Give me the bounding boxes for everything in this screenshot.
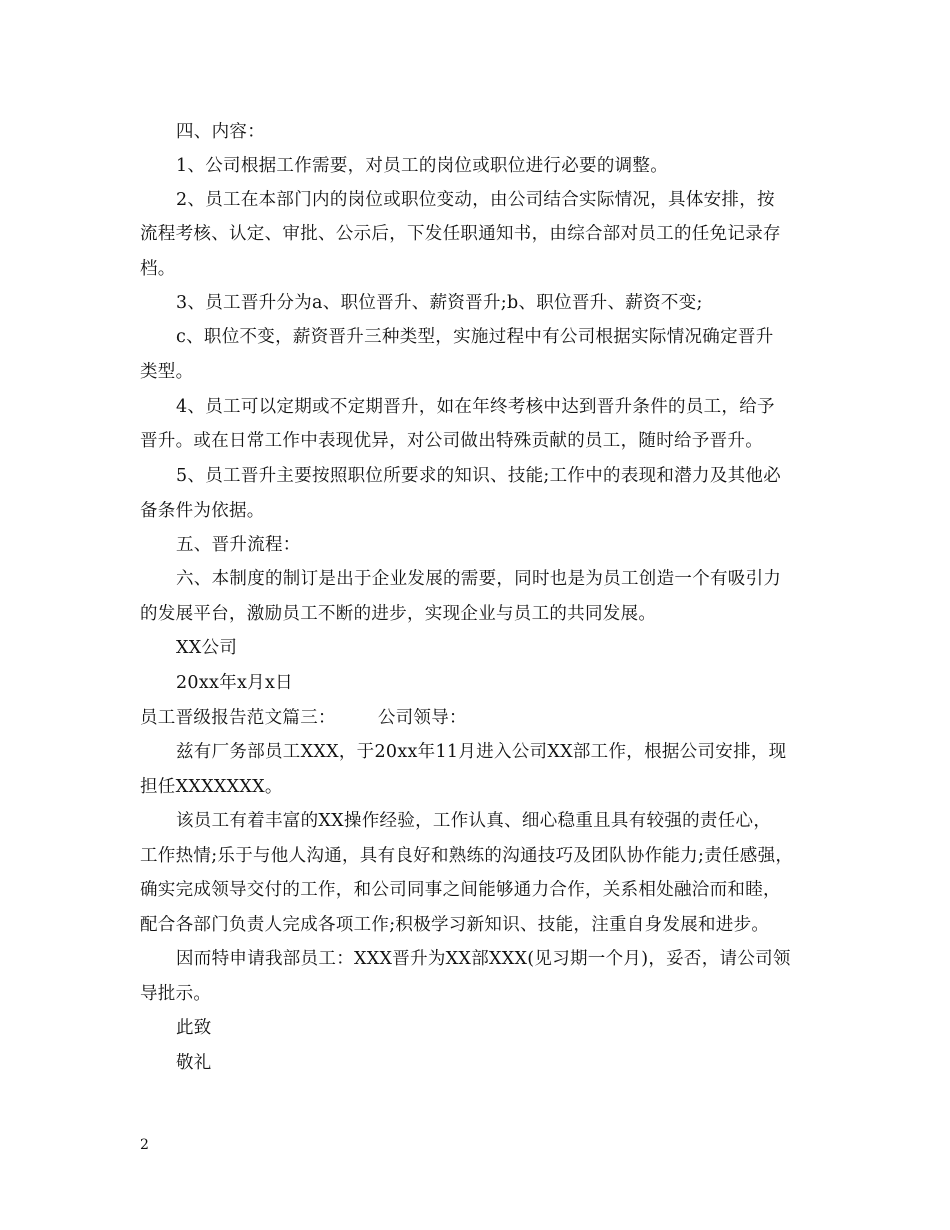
paragraph-line: 担任XXXXXXX。 xyxy=(140,777,283,797)
paragraph-line: 1、公司根据工作需要，对员工的岗位或职位进行必要的调整。 xyxy=(176,156,669,176)
section-heading-content: 四、内容： xyxy=(176,122,265,142)
paragraph-line: 5、员工晋升主要按照职位所要求的知识、技能;工作中的表现和潜力及其他必 xyxy=(176,466,782,486)
paragraph-line: 配合各部门负责人完成各项工作;积极学习新知识、技能，注重自身发展和进步。 xyxy=(140,915,770,935)
paragraph-line: 档。 xyxy=(140,259,176,279)
paragraph-line: c、职位不变，薪资晋升三种类型，实施过程中有公司根据实际情况确定晋升 xyxy=(176,327,774,347)
paragraph-line: 2、员工在本部门内的岗位或职位变动，由公司结合实际情况，具体安排，按 xyxy=(176,190,775,210)
page-number: 2 xyxy=(140,1137,149,1153)
paragraph-line: 类型。 xyxy=(140,362,194,382)
closing-line: 此致 xyxy=(176,1018,212,1038)
paragraph-line: 流程考核、认定、审批、公示后，下发任职通知书，由综合部对员工的任免记录存 xyxy=(140,224,781,244)
paragraph-line: 因而特申请我部员工：XXX晋升为XX部XXX(见习期一个月)，妥否，请公司领 xyxy=(176,949,791,969)
closing-line: 敬礼 xyxy=(176,1053,212,1073)
paragraph-line: 4、员工可以定期或不定期晋升，如在年终考核中达到晋升条件的员工，给予 xyxy=(176,397,775,417)
paragraph-line: 晋升。或在日常工作中表现优异，对公司做出特殊贡献的员工，随时给予晋升。 xyxy=(140,431,763,451)
section-heading-process: 五、晋升流程： xyxy=(176,535,301,555)
paragraph-line: 确实完成领导交付的工作，和公司同事之间能够通力合作，关系相处融洽而和睦， xyxy=(140,880,781,900)
paragraph-line: 的发展平台，激励员工不断的进步，实现企业与员工的共同发展。 xyxy=(140,604,657,624)
paragraph-line: 备条件为依据。 xyxy=(140,501,265,521)
paragraph-line: 工作热情;乐于与他人沟通，具有良好和熟练的沟通技巧及团队协作能力;责任感强， xyxy=(140,846,794,866)
company-signature: XX公司 xyxy=(176,638,238,658)
paragraph-line: 该员工有着丰富的XX操作经验，工作认真、细心稳重且具有较强的责任心， xyxy=(176,811,772,831)
paragraph-line: 3、员工晋升分为a、职位晋升、薪资晋升;b、职位晋升、薪资不变; xyxy=(176,293,703,313)
report-title: 员工晋级报告范文篇三： xyxy=(140,708,336,728)
date-line: 20xx年x月x日 xyxy=(176,673,293,693)
report-title-line xyxy=(140,707,467,729)
paragraph-line: 导批示。 xyxy=(140,984,212,1004)
salutation: 公司领导： xyxy=(377,708,467,728)
paragraph-line: 六、本制度的制订是出于企业发展的需要，同时也是为员工创造一个有吸引力 xyxy=(176,569,782,589)
paragraph-line: 兹有厂务部员工XXX，于20xx年11月进入公司XX部工作，根据公司安排，现 xyxy=(176,742,787,762)
